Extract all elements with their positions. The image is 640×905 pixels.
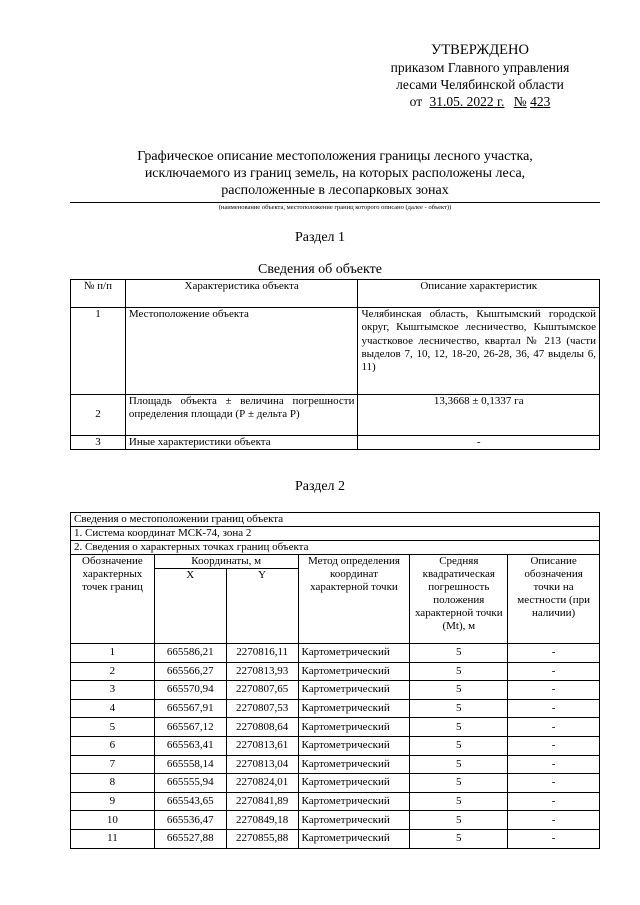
point-desc: - [508, 755, 600, 774]
point-error: 5 [410, 699, 508, 718]
table-row [71, 436, 600, 450]
object-info-table [70, 279, 600, 450]
table-row [71, 829, 600, 848]
col-error-header: Средняя квадратическая погрешность положения характерной точки (Mt), м [410, 555, 508, 644]
table-row [71, 811, 600, 830]
point-number: 3 [71, 681, 155, 700]
table-row [71, 681, 600, 700]
row-char: Площадь объекта ± величина погрешности определения площади (Р ± дельта Р) [125, 395, 358, 436]
point-x: 665536,47 [154, 811, 226, 830]
col-method-header: Метод определения координат характерной точки [298, 555, 410, 644]
point-error: 5 [410, 792, 508, 811]
point-number: 2 [71, 662, 155, 681]
approval-heading: УТВЕРЖДЕНО [431, 42, 529, 58]
point-method: Картометрический [298, 829, 410, 848]
section2-heading: Раздел 2 [294, 479, 346, 494]
col-num-header: № п/п [71, 280, 126, 308]
table-row [71, 308, 600, 395]
row-desc: Челябинская область, Кыштымский городской округ, Кыштымское лесничество, Кыштымское участковое лесничество, квартал № 213 (части выделов 7, 10, 12, 18-20, 26-28, 36, 47 выделы 6, 11) [358, 308, 600, 395]
title-line-1: Графическое описание местоположения границы лесного участка, [137, 149, 533, 164]
col-char-header: Характеристика объекта [125, 280, 358, 308]
point-error: 5 [410, 718, 508, 737]
table-row [71, 755, 600, 774]
point-x: 665527,88 [154, 829, 226, 848]
point-x: 665567,12 [154, 718, 226, 737]
point-method: Картометрический [298, 736, 410, 755]
point-number: 11 [71, 829, 155, 848]
approval-order-line: приказом Главного управления [390, 60, 570, 75]
section1-heading: Раздел 1 [294, 230, 346, 245]
boundary-points-table [70, 512, 600, 849]
point-error: 5 [410, 644, 508, 663]
point-desc: - [508, 774, 600, 793]
point-desc: - [508, 699, 600, 718]
approval-block [360, 42, 600, 110]
point-method: Картометрический [298, 811, 410, 830]
point-desc: - [508, 644, 600, 663]
point-error: 5 [410, 755, 508, 774]
point-x: 665570,94 [154, 681, 226, 700]
point-desc: - [508, 792, 600, 811]
point-desc: - [508, 736, 600, 755]
approval-date-line [360, 93, 600, 110]
col-desc-header: Описание обозначения точки на местности (при наличии) [508, 555, 600, 644]
point-desc: - [508, 662, 600, 681]
title-line-3: расположенные в лесопарковых зонах [221, 183, 449, 198]
table-row [71, 699, 600, 718]
point-y: 2270849,18 [226, 811, 298, 830]
point-y: 2270813,93 [226, 662, 298, 681]
table-row [71, 644, 600, 663]
point-number: 9 [71, 792, 155, 811]
table-row [71, 736, 600, 755]
approval-date: 31.05. 2022 г. [429, 94, 505, 109]
col-point-header: Обозначение характерных точек границ [71, 555, 155, 644]
table-header-row [71, 280, 600, 308]
point-method: Картометрический [298, 644, 410, 663]
point-desc: - [508, 718, 600, 737]
table-row [71, 774, 600, 793]
point-number: 7 [71, 755, 155, 774]
point-y: 2270813,61 [226, 736, 298, 755]
table-header-row [71, 555, 600, 569]
document-title [70, 148, 600, 199]
point-method: Картометрический [298, 774, 410, 793]
point-desc: - [508, 681, 600, 700]
point-x: 665566,27 [154, 662, 226, 681]
point-y: 2270816,11 [226, 644, 298, 663]
point-number: 8 [71, 774, 155, 793]
point-x: 665555,94 [154, 774, 226, 793]
table-row [71, 662, 600, 681]
point-method: Картометрический [298, 662, 410, 681]
point-y: 2270808,64 [226, 718, 298, 737]
point-method: Картометрический [298, 792, 410, 811]
row-desc: 13,3668 ± 0,1337 га [358, 395, 600, 436]
point-method: Картометрический [298, 699, 410, 718]
date-prefix: от [409, 94, 423, 109]
coordinate-system-row: 1. Система координат МСК-74, зона 2 [71, 527, 600, 541]
col-x-header: X [154, 569, 226, 644]
point-number: 10 [71, 811, 155, 830]
point-number: 1 [71, 644, 155, 663]
col-y-header: Y [226, 569, 298, 644]
point-y: 2270807,65 [226, 681, 298, 700]
table-row [71, 718, 600, 737]
title-line-2: исключаемого из границ земель, на которых расположены леса, [144, 166, 526, 181]
point-x: 665567,91 [154, 699, 226, 718]
point-error: 5 [410, 811, 508, 830]
point-method: Картометрический [298, 718, 410, 737]
row-num: 3 [71, 436, 126, 450]
point-x: 665586,21 [154, 644, 226, 663]
col-desc-header: Описание характеристик [358, 280, 600, 308]
title-note: (наименование объекта, местоположение границ которого описано (далее - объект)) [218, 204, 452, 211]
number-prefix: № [513, 94, 527, 109]
section1-subheading: Сведения об объекте [258, 262, 382, 277]
point-y: 2270841,89 [226, 792, 298, 811]
point-y: 2270824,01 [226, 774, 298, 793]
point-number: 4 [71, 699, 155, 718]
row-char: Местоположение объекта [125, 308, 358, 395]
approval-authority-line: лесами Челябинской области [396, 77, 564, 92]
boundary-info-title: Сведения о местоположении границ объекта [71, 513, 600, 527]
row-char: Иные характеристики объекта [125, 436, 358, 450]
point-desc: - [508, 811, 600, 830]
point-error: 5 [410, 774, 508, 793]
points-info-row: 2. Сведения о характерных точках границ объекта [71, 541, 600, 555]
point-error: 5 [410, 681, 508, 700]
table-row [71, 792, 600, 811]
row-num: 2 [71, 395, 126, 436]
row-desc: - [358, 436, 600, 450]
approval-number: 423 [530, 94, 551, 109]
point-x: 665558,14 [154, 755, 226, 774]
table-row [71, 395, 600, 436]
point-method: Картометрический [298, 681, 410, 700]
point-x: 665543,65 [154, 792, 226, 811]
col-coords-header: Координаты, м [154, 555, 298, 569]
point-y: 2270855,88 [226, 829, 298, 848]
row-num: 1 [71, 308, 126, 395]
point-number: 5 [71, 718, 155, 737]
point-desc: - [508, 829, 600, 848]
point-error: 5 [410, 736, 508, 755]
point-x: 665563,41 [154, 736, 226, 755]
point-method: Картометрический [298, 755, 410, 774]
point-error: 5 [410, 662, 508, 681]
point-y: 2270807,53 [226, 699, 298, 718]
point-y: 2270813,04 [226, 755, 298, 774]
point-error: 5 [410, 829, 508, 848]
point-number: 6 [71, 736, 155, 755]
